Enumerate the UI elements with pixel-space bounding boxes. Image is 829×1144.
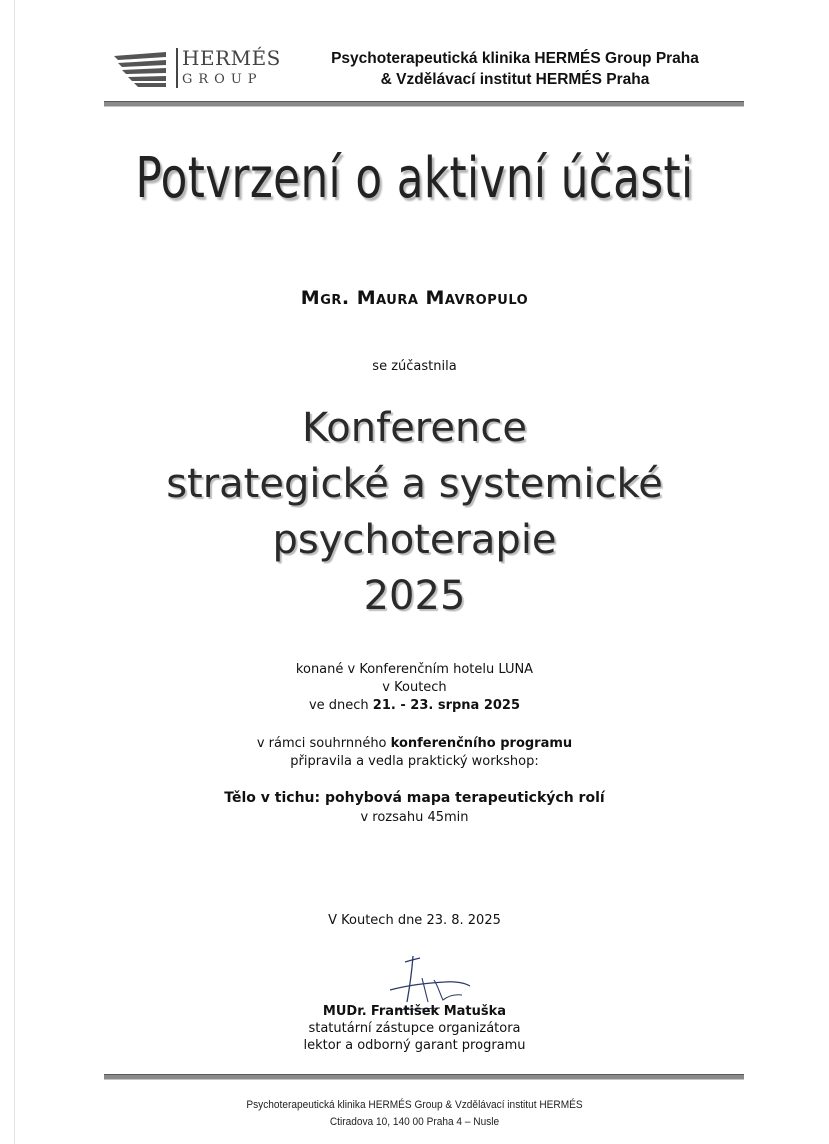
workshop-duration: v rozsahu 45min <box>360 810 469 825</box>
signer-block <box>0 1003 829 1054</box>
program-block <box>0 735 829 771</box>
event-title <box>0 400 829 624</box>
participant-name: Mgr. Maura Mavropulo <box>300 287 529 309</box>
program-bold: konferenčního programu <box>390 736 573 751</box>
event-dates <box>0 697 829 715</box>
footer-line-2: Ctiradova 10, 140 00 Praha 4 – Nusle <box>329 1116 500 1128</box>
venue-block <box>0 661 829 715</box>
program-line-2: připravila a vedla praktický workshop: <box>290 754 539 769</box>
signer-role-2: lektor a odborný garant programu <box>303 1038 526 1053</box>
event-title-line-1: Konference <box>302 405 527 451</box>
event-title-line-4: 2025 <box>363 573 466 619</box>
workshop-title: Tělo v tichu: pohybová mapa terapeutických rolí <box>224 790 605 806</box>
footer-rule <box>104 1074 744 1080</box>
signer-name: František Matuška <box>370 1004 507 1019</box>
place-date: V Koutech dne 23. 8. 2025 <box>328 913 501 928</box>
certificate-title: Potvrzení o aktivní účasti <box>135 146 694 211</box>
letterhead <box>110 42 750 94</box>
header-rule <box>104 101 744 107</box>
participated-label: se zúčastnila <box>372 359 457 374</box>
hermes-logo <box>110 44 281 92</box>
dates-prefix: ve dnech <box>308 698 369 713</box>
signer-title: MUDr. <box>322 1004 367 1019</box>
program-line-1 <box>0 735 829 753</box>
letterhead-text <box>275 48 755 90</box>
workshop-block <box>0 789 829 827</box>
event-title-line-3: psychoterapie <box>272 517 557 563</box>
signer-role-1: statutární zástupce organizátora <box>308 1021 521 1036</box>
letterhead-line-1: Psychoterapeutická klinika HERMÉS Group Praha <box>331 50 699 67</box>
program-prefix: v rámci souhrnného <box>256 736 387 751</box>
venue-line: konané v Konferenčním hotelu LUNA <box>295 662 534 677</box>
footer-line-1: Psychoterapeutická klinika HERMÉS Group & Vzdělávací institut HERMÉS <box>246 1099 583 1111</box>
footer <box>33 1097 796 1131</box>
logo-name: HERMÉS <box>182 46 281 70</box>
wing-icon <box>110 48 170 88</box>
logo-divider <box>176 48 178 88</box>
letterhead-line-2: & Vzdělávací institut HERMÉS Praha <box>380 71 650 88</box>
venue-location: v Koutech <box>382 680 447 695</box>
event-title-line-2: strategické a systemické <box>166 461 663 507</box>
dates-value: 21. - 23. srpna 2025 <box>372 698 521 713</box>
signer-name-line <box>0 1003 829 1020</box>
logo-group: GROUP <box>182 72 263 87</box>
